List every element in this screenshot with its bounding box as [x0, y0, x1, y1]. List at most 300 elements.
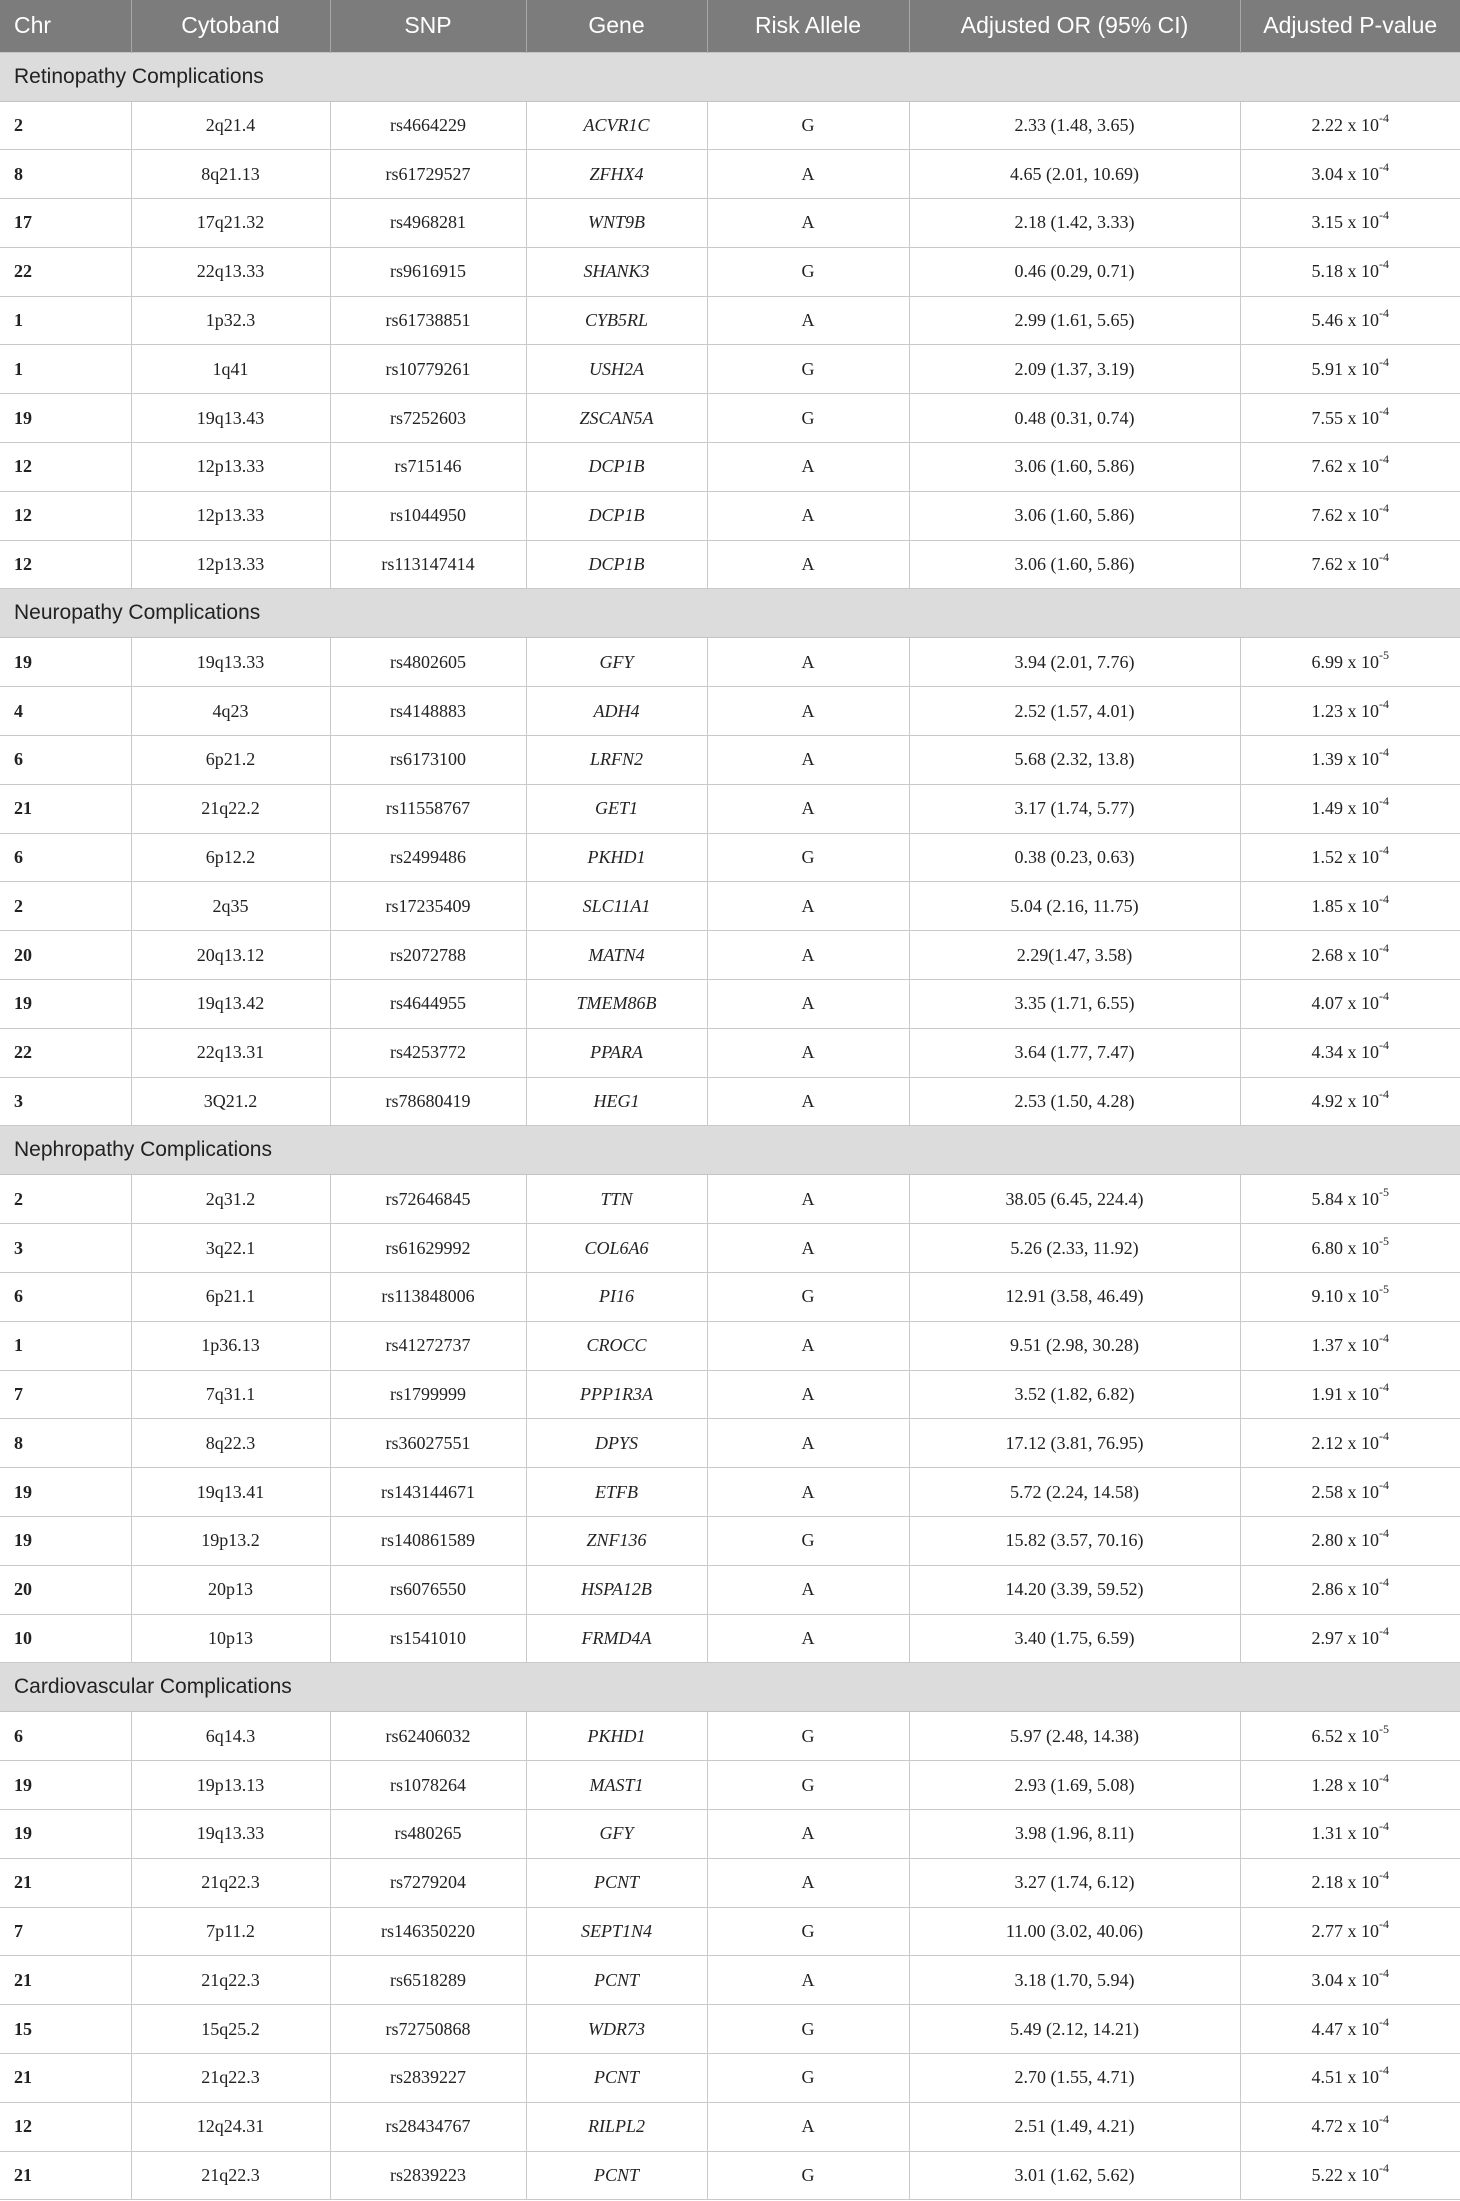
table-row	[0, 2005, 1460, 2054]
p-value-mantissa: 4.92 x 10	[1311, 1091, 1379, 1112]
cell-risk-allele: G	[707, 1907, 909, 1956]
cell-adjusted-or: 3.27 (1.74, 6.12)	[909, 1858, 1240, 1907]
cell-snp: rs4802605	[330, 638, 526, 687]
cell-gene: ACVR1C	[526, 101, 707, 150]
cell-chr: 10	[0, 1614, 131, 1663]
p-value-mantissa: 5.22 x 10	[1311, 2164, 1379, 2185]
section-header-row	[0, 1126, 1460, 1175]
header-cytoband: Cytoband	[131, 0, 330, 52]
cell-chr: 6	[0, 736, 131, 785]
cell-cytoband: 8q22.3	[131, 1419, 330, 1468]
cell-adjusted-p-value	[1240, 1419, 1460, 1468]
table-row	[0, 882, 1460, 931]
p-value-mantissa: 4.47 x 10	[1311, 2018, 1379, 2039]
p-value-exponent: -4	[1379, 989, 1389, 1004]
cell-adjusted-p-value	[1240, 2005, 1460, 2054]
cell-snp: rs143144671	[330, 1468, 526, 1517]
cell-gene: MAST1	[526, 1761, 707, 1810]
table-row	[0, 784, 1460, 833]
cell-snp: rs2499486	[330, 833, 526, 882]
table-row	[0, 345, 1460, 394]
cell-adjusted-or: 5.49 (2.12, 14.21)	[909, 2005, 1240, 2054]
cell-chr: 7	[0, 1370, 131, 1419]
table-row	[0, 540, 1460, 589]
cell-risk-allele: A	[707, 1077, 909, 1126]
cell-cytoband: 17q21.32	[131, 199, 330, 248]
cell-gene: HEG1	[526, 1077, 707, 1126]
cell-adjusted-or: 2.99 (1.61, 5.65)	[909, 296, 1240, 345]
cell-chr: 12	[0, 491, 131, 540]
cell-adjusted-p-value	[1240, 150, 1460, 199]
p-value-exponent: -4	[1379, 110, 1389, 125]
cell-gene: TTN	[526, 1175, 707, 1224]
cell-adjusted-or: 5.26 (2.33, 11.92)	[909, 1224, 1240, 1273]
p-value-mantissa: 1.52 x 10	[1311, 847, 1379, 868]
p-value-mantissa: 2.80 x 10	[1311, 1530, 1379, 1551]
cell-risk-allele: G	[707, 2151, 909, 2200]
p-value-mantissa: 7.62 x 10	[1311, 554, 1379, 575]
p-value-exponent: -4	[1379, 257, 1389, 272]
cell-adjusted-p-value	[1240, 1370, 1460, 1419]
cell-gene: DCP1B	[526, 540, 707, 589]
cell-cytoband: 22q13.31	[131, 1028, 330, 1077]
p-value-exponent: -4	[1379, 1965, 1389, 1980]
cell-snp: rs17235409	[330, 882, 526, 931]
p-value-mantissa: 5.91 x 10	[1311, 358, 1379, 379]
cell-chr: 2	[0, 1175, 131, 1224]
cell-gene: FRMD4A	[526, 1614, 707, 1663]
cell-risk-allele: A	[707, 1175, 909, 1224]
table-row	[0, 1810, 1460, 1859]
table-row	[0, 2053, 1460, 2102]
cell-chr: 6	[0, 1273, 131, 1322]
p-value-exponent: -4	[1379, 1038, 1389, 1053]
cell-cytoband: 4q23	[131, 687, 330, 736]
cell-risk-allele: A	[707, 931, 909, 980]
cell-chr: 20	[0, 931, 131, 980]
cell-adjusted-or: 38.05 (6.45, 224.4)	[909, 1175, 1240, 1224]
cell-snp: rs113147414	[330, 540, 526, 589]
table-row	[0, 199, 1460, 248]
cell-snp: rs10779261	[330, 345, 526, 394]
cell-cytoband: 20p13	[131, 1565, 330, 1614]
table-row	[0, 1517, 1460, 1566]
p-value-mantissa: 1.31 x 10	[1311, 1823, 1379, 1844]
cell-cytoband: 1p32.3	[131, 296, 330, 345]
p-value-mantissa: 1.39 x 10	[1311, 749, 1379, 770]
cell-snp: rs9616915	[330, 247, 526, 296]
cell-cytoband: 12p13.33	[131, 540, 330, 589]
cell-adjusted-p-value	[1240, 1712, 1460, 1761]
cell-gene: MATN4	[526, 931, 707, 980]
cell-risk-allele: G	[707, 394, 909, 443]
cell-chr: 1	[0, 296, 131, 345]
cell-gene: SHANK3	[526, 247, 707, 296]
cell-adjusted-or: 2.51 (1.49, 4.21)	[909, 2102, 1240, 2151]
table-row	[0, 1224, 1460, 1273]
section-title: Retinopathy Complications	[0, 52, 1460, 101]
cell-chr: 19	[0, 980, 131, 1029]
header-adjusted-or: Adjusted OR (95% CI)	[909, 0, 1240, 52]
cell-cytoband: 12p13.33	[131, 491, 330, 540]
cell-snp: rs146350220	[330, 1907, 526, 1956]
p-value-exponent: -4	[1379, 794, 1389, 809]
cell-chr: 6	[0, 833, 131, 882]
cell-cytoband: 21q22.3	[131, 2053, 330, 2102]
cell-cytoband: 22q13.33	[131, 247, 330, 296]
cell-adjusted-p-value	[1240, 1858, 1460, 1907]
p-value-exponent: -4	[1379, 1868, 1389, 1883]
cell-snp: rs6173100	[330, 736, 526, 785]
cell-gene: SLC11A1	[526, 882, 707, 931]
cell-adjusted-p-value	[1240, 2151, 1460, 2200]
cell-chr: 4	[0, 687, 131, 736]
cell-cytoband: 19q13.43	[131, 394, 330, 443]
cell-adjusted-p-value	[1240, 1956, 1460, 2005]
p-value-exponent: -5	[1379, 1233, 1389, 1248]
table-row	[0, 1370, 1460, 1419]
cell-adjusted-or: 3.17 (1.74, 5.77)	[909, 784, 1240, 833]
p-value-mantissa: 5.84 x 10	[1311, 1188, 1379, 1209]
p-value-mantissa: 4.72 x 10	[1311, 2116, 1379, 2137]
cell-risk-allele: A	[707, 1028, 909, 1077]
cell-adjusted-or: 9.51 (2.98, 30.28)	[909, 1321, 1240, 1370]
cell-adjusted-p-value	[1240, 1224, 1460, 1273]
header-chr: Chr	[14, 12, 52, 39]
table-row	[0, 1321, 1460, 1370]
cell-chr: 21	[0, 784, 131, 833]
cell-risk-allele: A	[707, 784, 909, 833]
p-value-exponent: -4	[1379, 403, 1389, 418]
header-snp: SNP	[330, 0, 526, 52]
p-value-mantissa: 2.12 x 10	[1311, 1432, 1379, 1453]
p-value-exponent: -5	[1379, 1184, 1389, 1199]
cell-cytoband: 6p21.2	[131, 736, 330, 785]
p-value-mantissa: 9.10 x 10	[1311, 1286, 1379, 1307]
cell-cytoband: 19p13.2	[131, 1517, 330, 1566]
cell-chr: 8	[0, 150, 131, 199]
table-row	[0, 394, 1460, 443]
p-value-exponent: -4	[1379, 1331, 1389, 1346]
cell-adjusted-or: 15.82 (3.57, 70.16)	[909, 1517, 1240, 1566]
p-value-mantissa: 2.97 x 10	[1311, 1628, 1379, 1648]
cell-adjusted-p-value	[1240, 736, 1460, 785]
cell-risk-allele: A	[707, 687, 909, 736]
cell-cytoband: 20q13.12	[131, 931, 330, 980]
p-value-mantissa: 3.04 x 10	[1311, 163, 1379, 184]
cell-adjusted-p-value	[1240, 931, 1460, 980]
header-risk-allele: Risk Allele	[707, 0, 909, 52]
table-header	[0, 0, 1460, 52]
table-row	[0, 1761, 1460, 1810]
cell-adjusted-or: 0.38 (0.23, 0.63)	[909, 833, 1240, 882]
p-value-mantissa: 2.18 x 10	[1311, 1872, 1379, 1893]
cell-gene: ZSCAN5A	[526, 394, 707, 443]
cell-chr: 3	[0, 1224, 131, 1273]
cell-risk-allele: A	[707, 296, 909, 345]
p-value-exponent: -4	[1379, 501, 1389, 516]
cell-adjusted-or: 3.06 (1.60, 5.86)	[909, 540, 1240, 589]
p-value-exponent: -4	[1379, 1380, 1389, 1395]
table-row	[0, 1907, 1460, 1956]
cell-adjusted-or: 17.12 (3.81, 76.95)	[909, 1419, 1240, 1468]
section-header-row	[0, 1663, 1460, 1712]
p-value-mantissa: 1.49 x 10	[1311, 798, 1379, 819]
cell-chr: 19	[0, 1468, 131, 1517]
cell-adjusted-p-value	[1240, 247, 1460, 296]
cell-snp: rs7279204	[330, 1858, 526, 1907]
cell-chr: 1	[0, 1321, 131, 1370]
cell-risk-allele: A	[707, 1224, 909, 1273]
cell-adjusted-p-value	[1240, 491, 1460, 540]
cell-adjusted-or: 12.91 (3.58, 46.49)	[909, 1273, 1240, 1322]
cell-snp: rs1541010	[330, 1614, 526, 1663]
cell-adjusted-p-value	[1240, 687, 1460, 736]
p-value-exponent: -4	[1379, 1477, 1389, 1492]
cell-gene: RILPL2	[526, 2102, 707, 2151]
cell-chr: 8	[0, 1419, 131, 1468]
cell-adjusted-or: 3.52 (1.82, 6.82)	[909, 1370, 1240, 1419]
cell-adjusted-or: 5.68 (2.32, 13.8)	[909, 736, 1240, 785]
cell-gene: USH2A	[526, 345, 707, 394]
cell-adjusted-or: 0.48 (0.31, 0.74)	[909, 394, 1240, 443]
cell-risk-allele: A	[707, 443, 909, 492]
cell-cytoband: 10p13	[131, 1614, 330, 1663]
p-value-exponent: -4	[1379, 1624, 1389, 1638]
cell-adjusted-or: 3.94 (2.01, 7.76)	[909, 638, 1240, 687]
cell-adjusted-p-value	[1240, 1614, 1460, 1663]
cell-chr: 20	[0, 1565, 131, 1614]
cell-cytoband: 12q24.31	[131, 2102, 330, 2151]
cell-adjusted-or: 3.64 (1.77, 7.47)	[909, 1028, 1240, 1077]
cell-chr: 19	[0, 638, 131, 687]
cell-snp: rs4968281	[330, 199, 526, 248]
table-row	[0, 1712, 1460, 1761]
cell-adjusted-p-value	[1240, 101, 1460, 150]
cell-chr: 2	[0, 882, 131, 931]
cell-adjusted-or: 0.46 (0.29, 0.71)	[909, 247, 1240, 296]
cell-adjusted-or: 3.01 (1.62, 5.62)	[909, 2151, 1240, 2200]
cell-gene: ETFB	[526, 1468, 707, 1517]
cell-snp: rs41272737	[330, 1321, 526, 1370]
cell-chr: 19	[0, 1810, 131, 1859]
cell-snp: rs2839223	[330, 2151, 526, 2200]
table-row	[0, 687, 1460, 736]
p-value-mantissa: 3.04 x 10	[1311, 1969, 1379, 1990]
cell-snp: rs72750868	[330, 2005, 526, 2054]
cell-cytoband: 7p11.2	[131, 1907, 330, 1956]
cell-adjusted-p-value	[1240, 1175, 1460, 1224]
cell-cytoband: 19q13.33	[131, 638, 330, 687]
p-value-mantissa: 1.85 x 10	[1311, 895, 1379, 916]
cell-cytoband: 2q35	[131, 882, 330, 931]
cell-cytoband: 8q21.13	[131, 150, 330, 199]
cell-chr: 1	[0, 345, 131, 394]
cell-gene: GET1	[526, 784, 707, 833]
p-value-exponent: -4	[1379, 452, 1389, 467]
cell-cytoband: 19q13.42	[131, 980, 330, 1029]
cell-snp: rs1078264	[330, 1761, 526, 1810]
cell-gene: PCNT	[526, 2053, 707, 2102]
cell-gene: PI16	[526, 1273, 707, 1322]
cell-gene: CYB5RL	[526, 296, 707, 345]
p-value-exponent: -4	[1379, 1087, 1389, 1102]
p-value-mantissa: 1.28 x 10	[1311, 1774, 1379, 1795]
cell-risk-allele: A	[707, 736, 909, 785]
cell-cytoband: 19p13.13	[131, 1761, 330, 1810]
cell-snp: rs113848006	[330, 1273, 526, 1322]
cell-gene: PCNT	[526, 1858, 707, 1907]
cell-snp: rs61729527	[330, 150, 526, 199]
cell-adjusted-p-value	[1240, 394, 1460, 443]
cell-snp: rs4253772	[330, 1028, 526, 1077]
cell-adjusted-p-value	[1240, 980, 1460, 1029]
cell-chr: 12	[0, 540, 131, 589]
cell-cytoband: 7q31.1	[131, 1370, 330, 1419]
p-value-exponent: -4	[1379, 843, 1389, 858]
cell-adjusted-or: 4.65 (2.01, 10.69)	[909, 150, 1240, 199]
cell-snp: rs6518289	[330, 1956, 526, 2005]
p-value-exponent: -5	[1379, 647, 1389, 662]
header-gene: Gene	[526, 0, 707, 52]
cell-cytoband: 3Q21.2	[131, 1077, 330, 1126]
p-value-exponent: -4	[1379, 1428, 1389, 1443]
p-value-exponent: -4	[1379, 550, 1389, 565]
cell-adjusted-or: 3.35 (1.71, 6.55)	[909, 980, 1240, 1029]
p-value-mantissa: 7.55 x 10	[1311, 407, 1379, 428]
cell-gene: TMEM86B	[526, 980, 707, 1029]
cell-snp: rs78680419	[330, 1077, 526, 1126]
table-row	[0, 1419, 1460, 1468]
cell-adjusted-p-value	[1240, 2053, 1460, 2102]
cell-risk-allele: A	[707, 1321, 909, 1370]
cell-gene: PPP1R3A	[526, 1370, 707, 1419]
cell-adjusted-p-value	[1240, 1321, 1460, 1370]
cell-adjusted-p-value	[1240, 1468, 1460, 1517]
cell-risk-allele: A	[707, 1565, 909, 1614]
cell-adjusted-p-value	[1240, 199, 1460, 248]
cell-adjusted-p-value	[1240, 1565, 1460, 1614]
cell-adjusted-p-value	[1240, 882, 1460, 931]
cell-gene: SEPT1N4	[526, 1907, 707, 1956]
table-row	[0, 1858, 1460, 1907]
cell-chr: 19	[0, 394, 131, 443]
cell-snp: rs4644955	[330, 980, 526, 1029]
cell-cytoband: 2q31.2	[131, 1175, 330, 1224]
cell-gene: LRFN2	[526, 736, 707, 785]
cell-snp: rs4664229	[330, 101, 526, 150]
cell-adjusted-or: 5.04 (2.16, 11.75)	[909, 882, 1240, 931]
table-row	[0, 1077, 1460, 1126]
cell-gene: ZFHX4	[526, 150, 707, 199]
cell-adjusted-or: 5.97 (2.48, 14.38)	[909, 1712, 1240, 1761]
cell-snp: rs1799999	[330, 1370, 526, 1419]
table-row	[0, 1175, 1460, 1224]
cell-chr: 12	[0, 2102, 131, 2151]
table-row	[0, 2151, 1460, 2200]
cell-adjusted-p-value	[1240, 1028, 1460, 1077]
cell-snp: rs1044950	[330, 491, 526, 540]
cell-adjusted-or: 5.72 (2.24, 14.58)	[909, 1468, 1240, 1517]
cell-risk-allele: G	[707, 2053, 909, 2102]
cell-adjusted-or: 2.09 (1.37, 3.19)	[909, 345, 1240, 394]
cell-snp: rs480265	[330, 1810, 526, 1859]
cell-risk-allele: A	[707, 1956, 909, 2005]
header-row	[0, 0, 1460, 52]
cell-cytoband: 1q41	[131, 345, 330, 394]
cell-adjusted-p-value	[1240, 443, 1460, 492]
table-row	[0, 1273, 1460, 1322]
cell-cytoband: 19q13.33	[131, 1810, 330, 1859]
table-row	[0, 491, 1460, 540]
cell-risk-allele: A	[707, 199, 909, 248]
cell-chr: 2	[0, 101, 131, 150]
cell-gene: GFY	[526, 1810, 707, 1859]
cell-chr: 21	[0, 1858, 131, 1907]
cell-adjusted-or: 3.06 (1.60, 5.86)	[909, 443, 1240, 492]
table-row	[0, 443, 1460, 492]
table-row	[0, 150, 1460, 199]
cell-gene: HSPA12B	[526, 1565, 707, 1614]
cell-adjusted-or: 2.53 (1.50, 4.28)	[909, 1077, 1240, 1126]
table-row	[0, 101, 1460, 150]
cell-risk-allele: A	[707, 1370, 909, 1419]
cell-adjusted-or: 11.00 (3.02, 40.06)	[909, 1907, 1240, 1956]
table-row	[0, 931, 1460, 980]
cell-chr: 12	[0, 443, 131, 492]
cell-chr: 21	[0, 2151, 131, 2200]
cell-risk-allele: A	[707, 1810, 909, 1859]
cell-gene: DPYS	[526, 1419, 707, 1468]
table-row	[0, 1614, 1460, 1663]
cell-snp: rs11558767	[330, 784, 526, 833]
p-value-mantissa: 5.18 x 10	[1311, 261, 1379, 282]
p-value-mantissa: 1.37 x 10	[1311, 1335, 1379, 1356]
table-row	[0, 736, 1460, 785]
cell-adjusted-or: 3.98 (1.96, 8.11)	[909, 1810, 1240, 1859]
cell-risk-allele: G	[707, 1761, 909, 1810]
cell-risk-allele: G	[707, 833, 909, 882]
cell-cytoband: 21q22.3	[131, 2151, 330, 2200]
cell-adjusted-p-value	[1240, 1517, 1460, 1566]
cell-risk-allele: G	[707, 2005, 909, 2054]
p-value-exponent: -4	[1379, 891, 1389, 906]
cell-cytoband: 12p13.33	[131, 443, 330, 492]
cell-gene: WDR73	[526, 2005, 707, 2054]
p-value-mantissa: 1.23 x 10	[1311, 700, 1379, 721]
cell-snp: rs61629992	[330, 1224, 526, 1273]
cell-snp: rs72646845	[330, 1175, 526, 1224]
cell-adjusted-or: 2.33 (1.48, 3.65)	[909, 101, 1240, 150]
p-value-mantissa: 6.52 x 10	[1311, 1725, 1379, 1746]
p-value-mantissa: 7.62 x 10	[1311, 505, 1379, 526]
cell-snp: rs28434767	[330, 2102, 526, 2151]
cell-cytoband: 21q22.3	[131, 1858, 330, 1907]
cell-risk-allele: G	[707, 101, 909, 150]
table-row	[0, 1956, 1460, 2005]
cell-cytoband: 1p36.13	[131, 1321, 330, 1370]
cell-risk-allele: A	[707, 980, 909, 1029]
cell-snp: rs140861589	[330, 1517, 526, 1566]
p-value-mantissa: 4.07 x 10	[1311, 993, 1379, 1014]
cell-chr: 17	[0, 199, 131, 248]
cell-adjusted-p-value	[1240, 2102, 1460, 2151]
p-value-mantissa: 3.15 x 10	[1311, 212, 1379, 233]
cell-risk-allele: G	[707, 345, 909, 394]
cell-risk-allele: A	[707, 491, 909, 540]
cell-risk-allele: G	[707, 247, 909, 296]
table-row	[0, 247, 1460, 296]
